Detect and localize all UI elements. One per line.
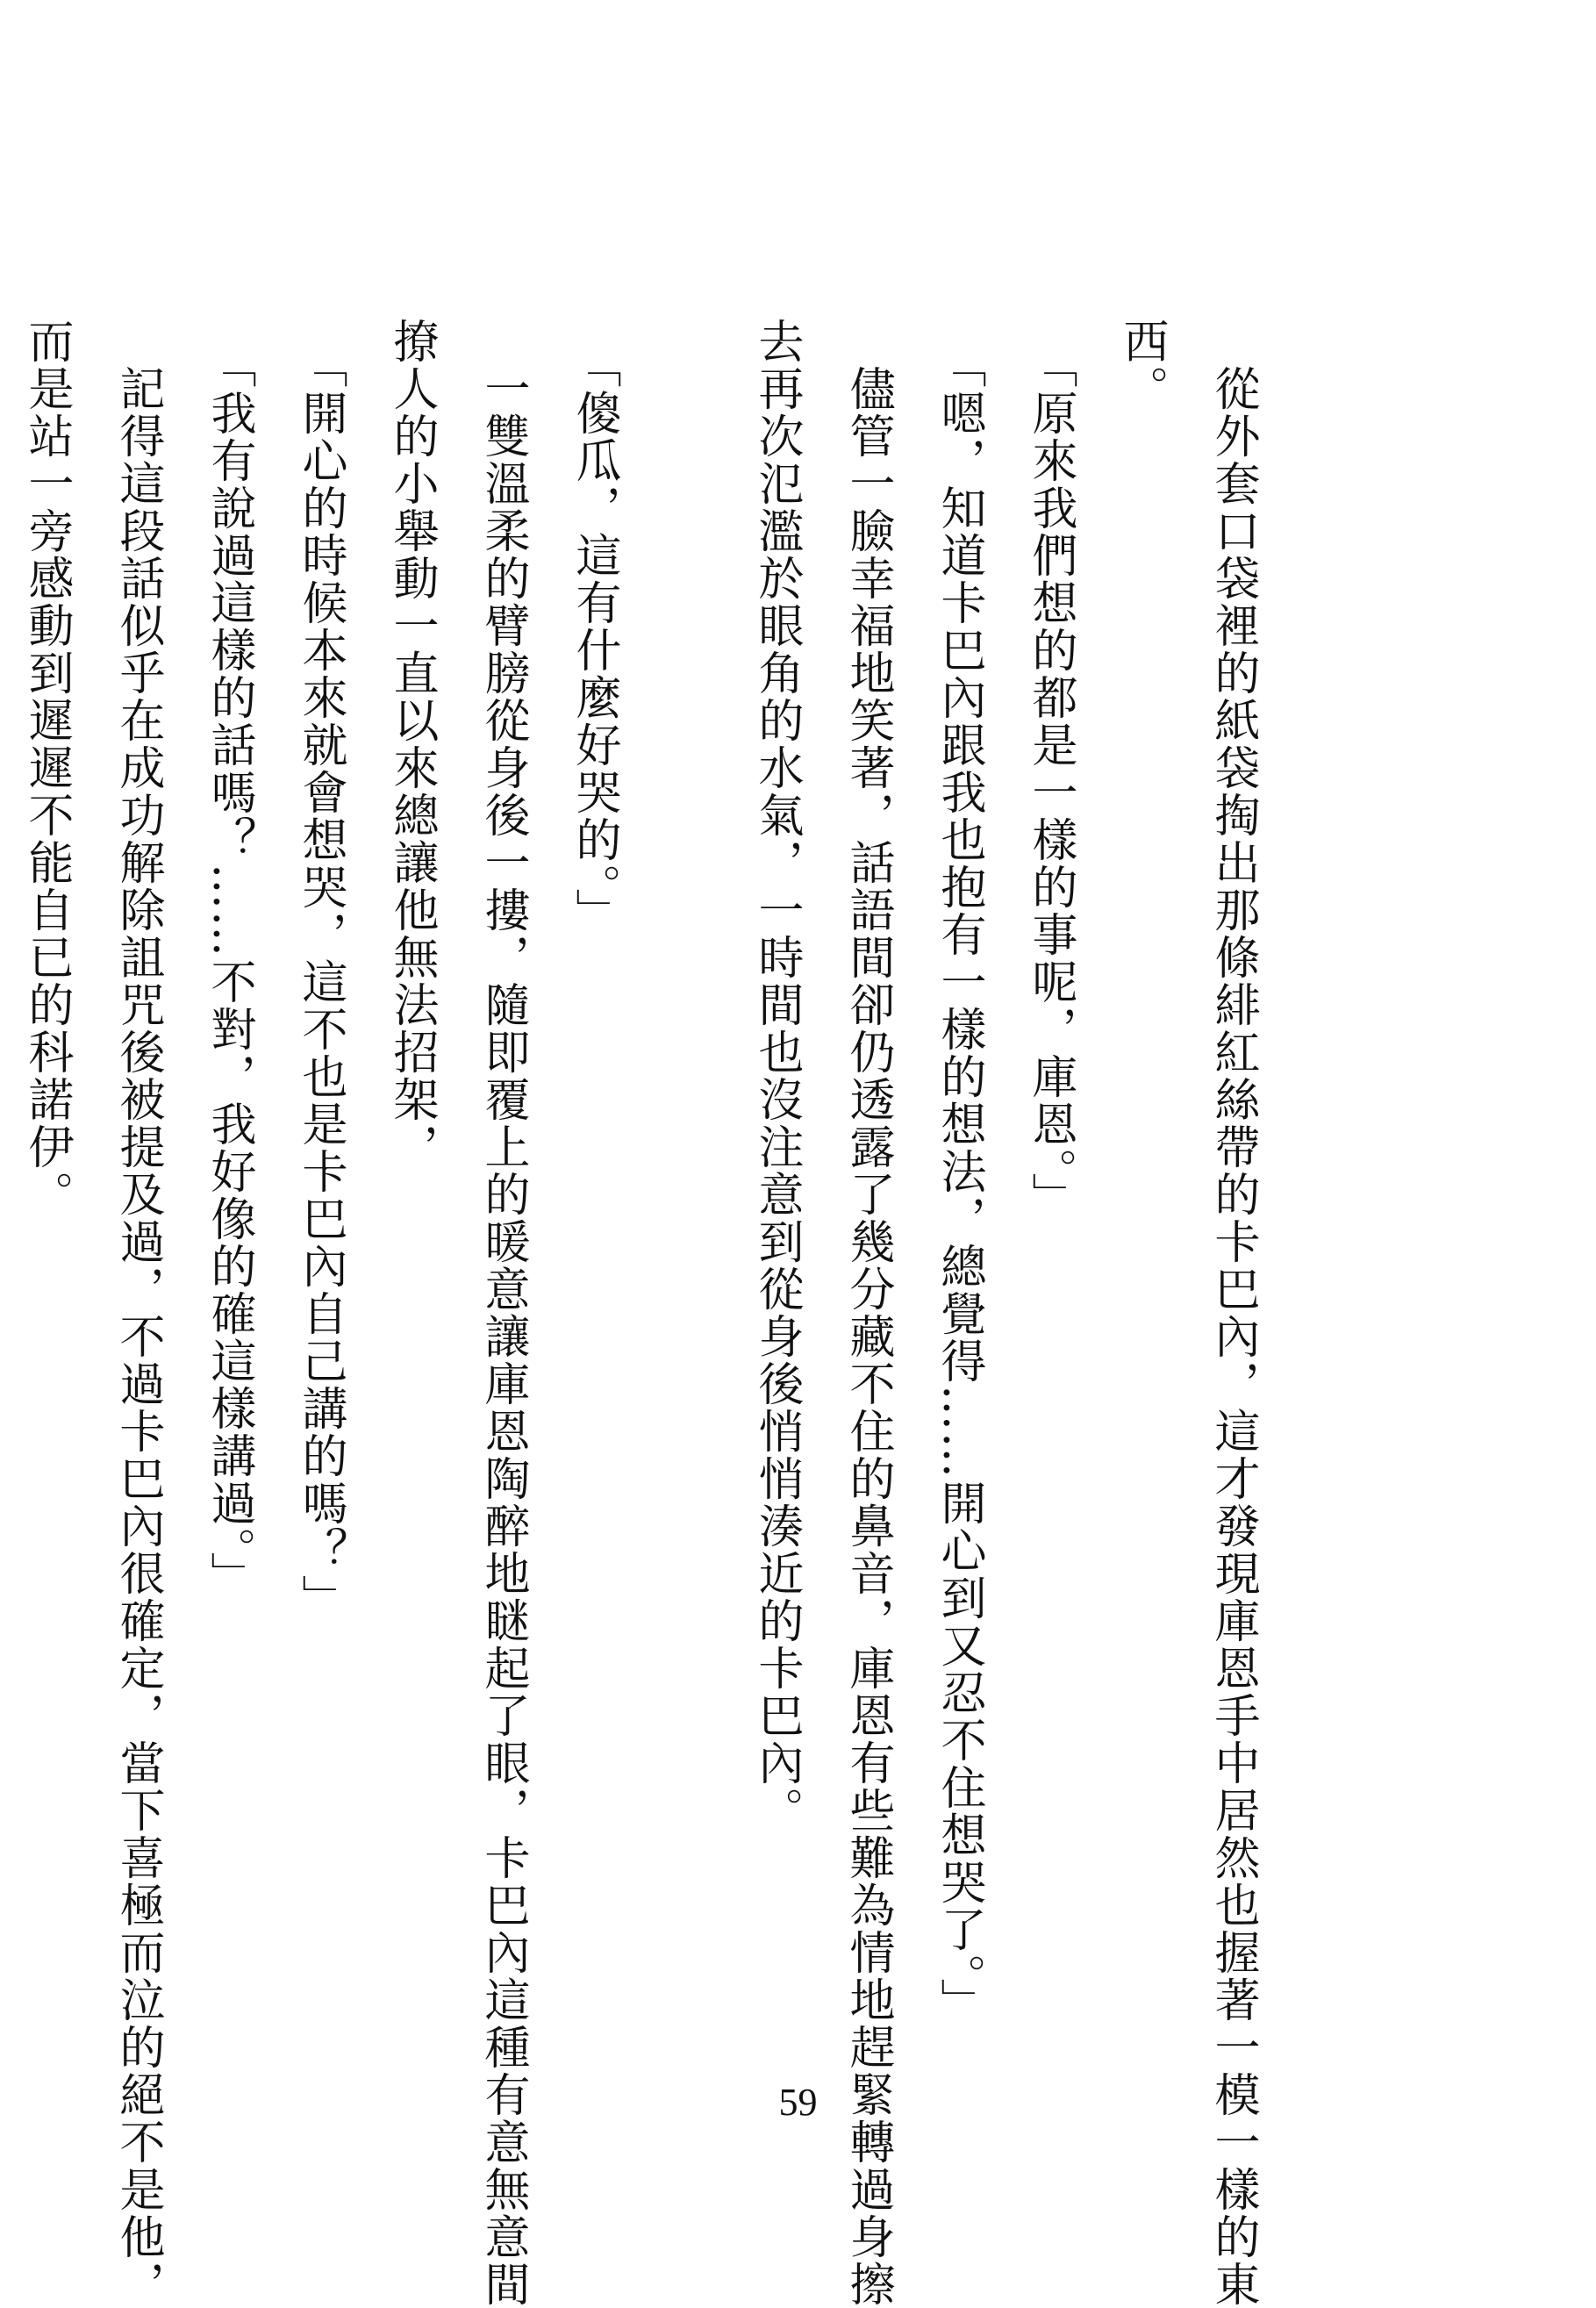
text-line [0,318,1,2011]
text-line: 西。 [1115,318,1168,412]
text-line: 「原來我們想的都是一樣的事呢，庫恩。」 [1024,318,1077,1220]
text-line: 記得這段話似乎在成功解除詛咒後被提及過，不過卡巴內很確定，當下喜極而泣的絕不是他， [111,318,164,2308]
text-line: 撩人的小舉動一直以來總讓他無法招架， [385,318,438,1171]
text-line: 從外套口袋裡的紙袋掏出那條緋紅絲帶的卡巴內，這才發現庫恩手中居然也握著一模一樣的東 [1206,318,1259,2308]
blank-line [640,318,731,2011]
text-line: 去再次氾濫於眼角的水氣，一時間也沒注意到從身後悄悄湊近的卡巴內。 [750,318,803,1834]
text-line: 儘管一臉幸福地笑著，話語間卻仍透露了幾分藏不住的鼻音，庫恩有些難為情地趕緊轉過身擦 [841,318,894,2308]
page-number: 59 [778,2081,818,2124]
text-line: 「嗯，知道卡巴內跟我也抱有一樣的想法，總覺得……開心到又忍不住想哭了。」 [933,318,985,2025]
text-line: 一雙溫柔的臂膀從身後一摟，隨即覆上的暖意讓庫恩陶醉地瞇起了眼，卡巴內這種有意無意間 [476,318,529,2308]
text-line: 而是站一旁感動到遲遲不能自已的科諾伊。 [20,318,73,1218]
text-line: 「開心的時候本來就會想哭，這不也是卡巴內自己講的嗎？」 [294,318,347,1622]
text-line: 「我有說過這樣的話嗎？……不對，我好像的確這樣講過。」 [203,318,255,1599]
text-line: 「傻瓜，這有什麼好哭的。」 [568,318,620,935]
